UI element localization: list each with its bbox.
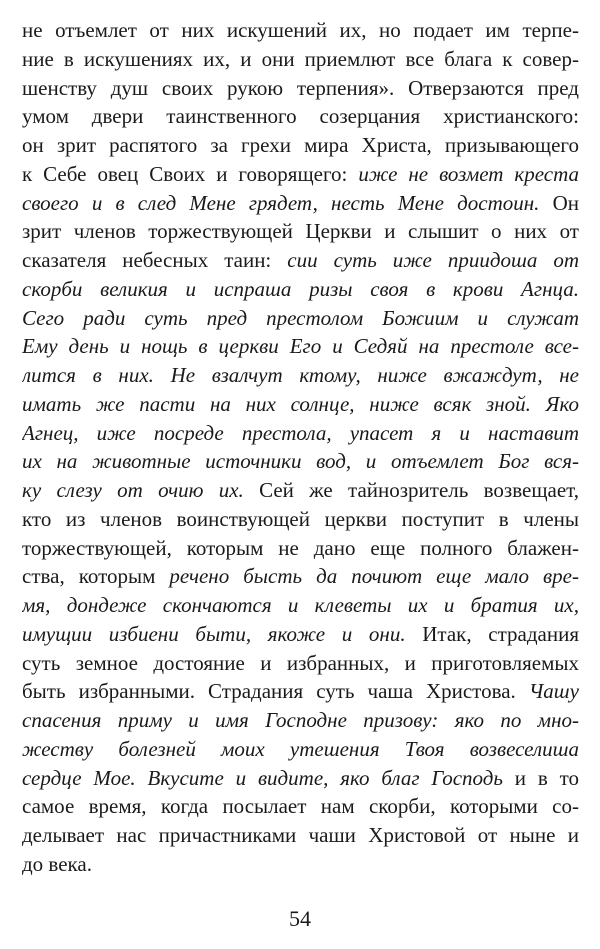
italic-quote-segment: лится в них. Не взалчут ктому, ниже вжаждут, не [22, 363, 579, 387]
italic-quote-segment: жеству болезней моих утешения Твоя возвеселиша [22, 736, 579, 761]
text-segment: торжествующей, которым не дано еще полного блажен- [22, 535, 579, 560]
text-segment: суть земное достояние и избранных, и приготовляемых [22, 650, 579, 675]
text-line [22, 246, 579, 275]
italic-quote-segment: своего и в след Мене грядет, несть Мене достоин. [22, 190, 540, 215]
text-line [22, 505, 579, 534]
text-line [22, 534, 579, 563]
text-line [22, 304, 579, 333]
text-line [22, 74, 579, 103]
text-segment: Итак, страдания [405, 621, 579, 646]
text-segment: ства, которым [22, 564, 170, 589]
text-segment: делывает нас причастниками чаши Христовой от ныне и [22, 823, 579, 847]
text-line [22, 361, 579, 390]
text-line [22, 792, 579, 821]
text-line [22, 102, 579, 131]
text-segment: шенству душ своих рукою терпения». Отверзаются пред [22, 75, 579, 100]
text-line [22, 419, 579, 448]
text-segment: быть избранными. Страдания суть чаша Христова. [22, 679, 529, 704]
text-segment: и в то [502, 765, 579, 790]
text-line [22, 562, 579, 591]
text-line [22, 706, 579, 735]
page-number: 54 [289, 906, 311, 931]
text-line [22, 821, 579, 850]
body-text [22, 16, 579, 879]
italic-quote-segment: их на животные источники вод, и отъемлет Бог вся- [22, 449, 579, 474]
italic-quote-segment: Ему день и нощь в церкви Его и Седяй на престоле все- [22, 334, 579, 359]
text-line [22, 649, 579, 678]
italic-quote-segment: скорби великия и испраша ризы своя в крови Агнца. [22, 276, 579, 301]
text-line [22, 735, 579, 764]
text-line [22, 16, 579, 45]
italic-quote-segment: имущии избиени быти, якоже и они. [22, 621, 406, 646]
italic-quote-segment: имать же пасти на них солнце, ниже всяк зной. Яко [22, 391, 579, 416]
text-line [22, 160, 579, 189]
text-segment: умом двери таинственного созерцания христианского: [22, 104, 579, 129]
italic-quote-segment: ку слезу от очию их. [22, 478, 244, 502]
italic-quote-segment: речено бысть да почиют еще мало вре- [169, 564, 579, 589]
text-line [22, 332, 579, 361]
text-line [22, 476, 579, 505]
italic-quote-segment: Чашу [528, 679, 579, 704]
italic-quote-segment: сердце Мое. Вкусите и видите, яко благ Господь [22, 765, 503, 790]
text-segment: Сей же тайнозритель возвещает, [243, 478, 579, 502]
italic-quote-segment: Агнец, иже посреде престола, упасет я и наставит [22, 420, 579, 445]
text-segment: кто из членов воинствующей церкви поступит в члены [22, 506, 579, 531]
text-line [22, 275, 579, 304]
italic-quote-segment: спасения приму и имя Господне призову: яко по мно- [22, 708, 579, 732]
text-line [22, 189, 579, 218]
text-segment: к Себе овец Своих и говорящего: [22, 161, 359, 186]
text-line [22, 131, 579, 160]
text-segment: Он [539, 190, 579, 215]
text-line [22, 677, 579, 706]
text-segment: самое время, когда посылает нам скорби, которыми со- [22, 794, 579, 819]
text-segment: ние в искушениях их, и они приемлют все блага к совер- [22, 46, 579, 71]
text-line [22, 850, 579, 879]
text-line [22, 591, 579, 620]
text-line [22, 217, 579, 246]
italic-quote-segment: сии суть иже приидоша от [287, 248, 579, 272]
italic-quote-segment: иже не возмет креста [358, 161, 579, 186]
italic-quote-segment: Сего ради суть пред престолом Божиим и служат [22, 305, 579, 330]
text-segment: сказателя небесных таин: [22, 248, 288, 272]
italic-quote-segment: мя, дондеже скончаются и клеветы их и братия их, [22, 593, 579, 617]
text-segment: до века. [22, 851, 93, 876]
text-line [22, 447, 579, 476]
text-segment: он зрит распятого за грехи мира Христа, призывающего [22, 133, 579, 157]
text-line [22, 620, 579, 649]
text-line [22, 45, 579, 74]
text-segment: зрит членов торжествующей Церкви и слышит о них от [22, 219, 579, 244]
text-segment: не отъемлет от них искушений их, но подает им терпе- [22, 18, 579, 42]
text-line [22, 764, 579, 793]
text-line [22, 390, 579, 419]
